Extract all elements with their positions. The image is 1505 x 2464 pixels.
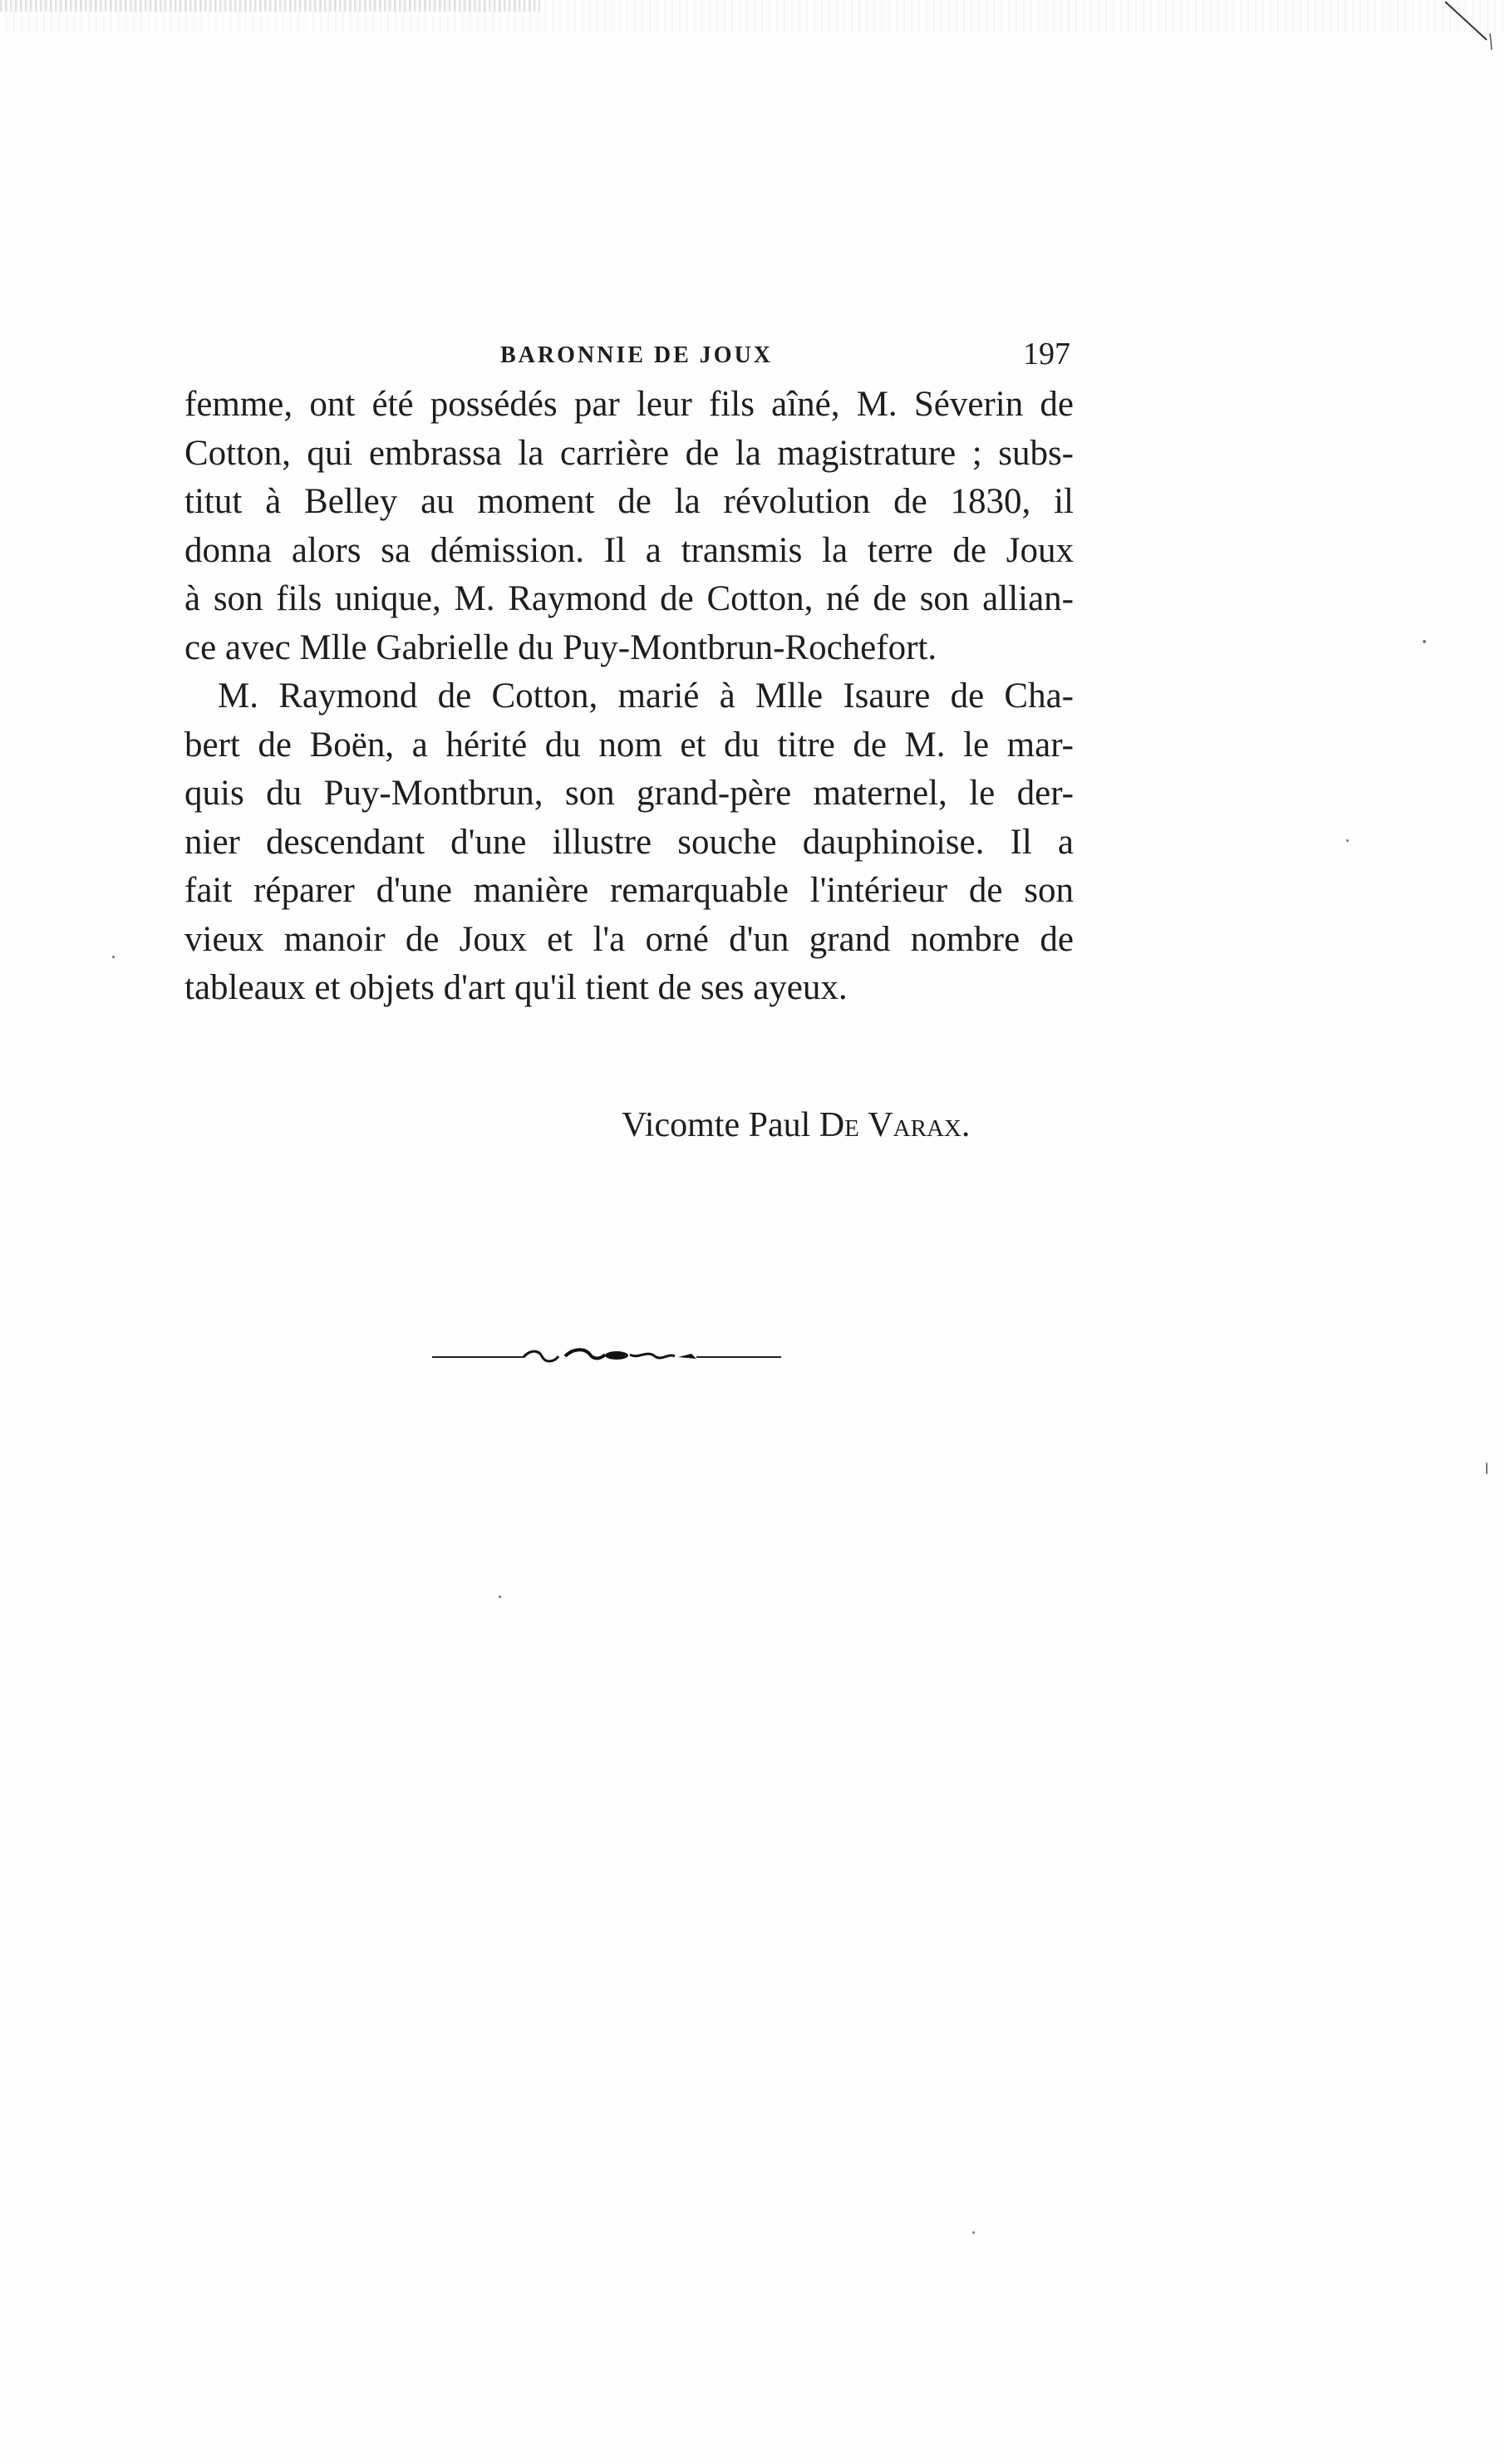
scan-speck bbox=[499, 1596, 501, 1598]
scan-edge-noise bbox=[0, 0, 1505, 33]
text-line: à son fils unique, M. Raymond de Cotton, né de son allian- bbox=[184, 579, 1074, 618]
text-line: nier descendant d'une illustre souche dauphinoise. Il a bbox=[184, 822, 1074, 862]
text-line: bert de Boën, a hérité du nom et du titre de M. le mar- bbox=[184, 725, 1074, 765]
scan-speck bbox=[972, 2231, 975, 2234]
signature-surname: Varax. bbox=[868, 1106, 971, 1144]
text-line: fait réparer d'une manière remarquable l'intérieur de son bbox=[184, 871, 1074, 910]
text-line: quis du Puy-Montbrun, son grand-père maternel, le der- bbox=[184, 774, 1074, 813]
text-line: vieux manoir de Joux et l'a orné d'un grand nombre de bbox=[184, 919, 1074, 959]
text-line: M. Raymond de Cotton, marié à Mlle Isaure de Cha- bbox=[218, 676, 1074, 716]
running-head: BARONNIE DE JOUX bbox=[500, 342, 774, 368]
text-line: Cotton, qui embrassa la carrière de la magistrature ; subs- bbox=[184, 433, 1074, 473]
page-header bbox=[184, 336, 1074, 386]
signature-given-name: Vicomte Paul bbox=[622, 1106, 811, 1144]
page-number: 197 bbox=[1023, 337, 1070, 371]
text-line: titut à Belley au moment de la révolution de 1830, il bbox=[184, 482, 1074, 521]
scan-speck bbox=[1346, 839, 1349, 842]
scan-speck bbox=[1423, 640, 1426, 643]
body-text bbox=[184, 381, 1074, 1013]
scan-speck bbox=[112, 956, 115, 958]
text-line: donna alors sa démission. Il a transmis la terre de Joux bbox=[184, 530, 1074, 570]
scan-speck bbox=[1486, 1463, 1488, 1474]
text-line: ce avec Mlle Gabrielle du Puy-Montbrun-Rochefort. bbox=[184, 627, 937, 667]
author-signature bbox=[622, 1105, 970, 1145]
text-line: femme, ont été possédés par leur fils aîné, M. Séverin de bbox=[184, 385, 1074, 424]
signature-particle: De bbox=[819, 1106, 859, 1144]
text-line: tableaux et objets d'art qu'il tient de ses ayeux. bbox=[184, 968, 848, 1007]
page-corner-mark bbox=[1439, 0, 1497, 50]
tailpiece-ornament bbox=[432, 1345, 781, 1370]
